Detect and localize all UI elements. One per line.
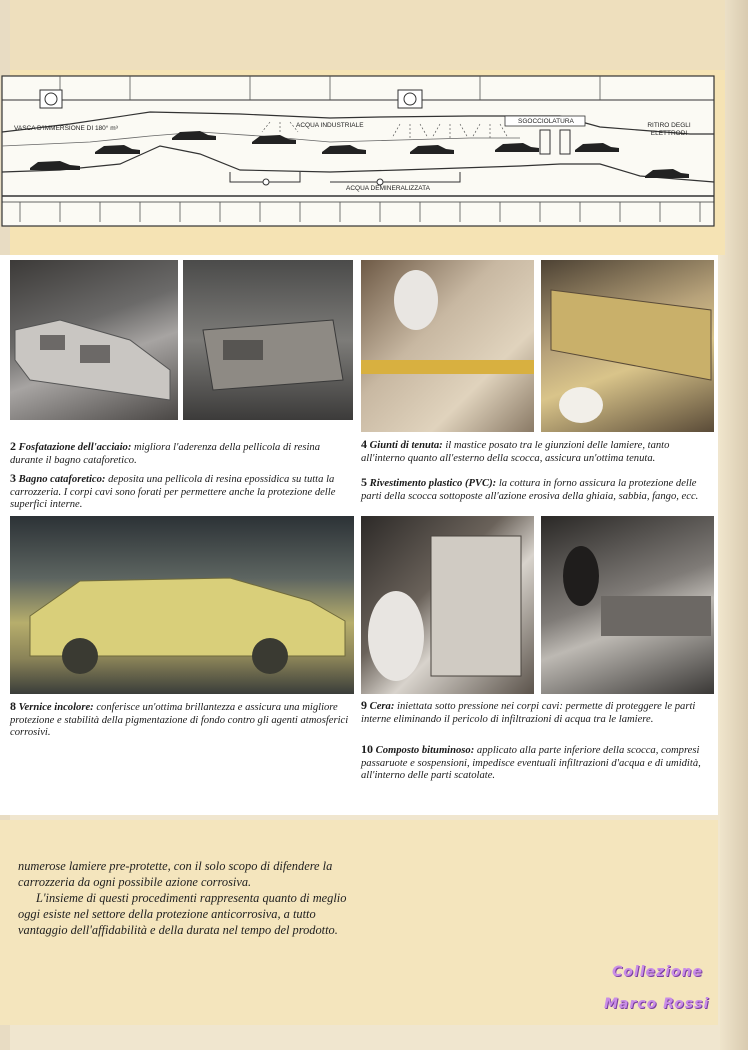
caption-2-text: migliora l'aderenza della pellicola di resina durante il bagno cataforetico. — [10, 442, 320, 466]
watermark-line-2: Marco Rossi — [604, 996, 710, 1012]
caption-10-title: Composto bituminoso: — [375, 745, 475, 756]
caption-8 — [10, 700, 350, 740]
photo-cataphoresis — [183, 260, 353, 420]
photo-sealing-joints — [361, 260, 534, 432]
car-body-icon — [10, 260, 178, 420]
photo-pvc-coating — [541, 260, 714, 432]
cataphoresis-diagram — [0, 72, 716, 232]
caption-2-num: 2 — [10, 439, 16, 453]
worker-icon — [361, 260, 534, 432]
body-paragraph-1: numerose lamiere pre-protette, con il solo scopo di difendere la carrozzeria da ogni possibile azione corrosiva. — [18, 859, 333, 889]
caption-3-num: 3 — [10, 471, 16, 485]
caption-10-num: 10 — [361, 742, 373, 756]
top-band — [10, 0, 725, 70]
caption-8-num: 8 — [10, 699, 16, 713]
body-text — [18, 858, 358, 938]
car-shell-icon — [183, 260, 353, 420]
label-dripping: SGOCCIOLATURA — [518, 118, 574, 125]
caption-4 — [361, 438, 713, 465]
caption-4-text: il mastice posato tra le giunzioni delle lamiere, tanto all'interno quanto all'esterno della scocca, assicura un'ottima tenuta. — [361, 440, 670, 464]
label-electrodes-wrap — [640, 122, 698, 152]
watermark-line-1: Collezione — [612, 964, 704, 980]
caption-5 — [361, 476, 713, 503]
painted-car-icon — [10, 516, 354, 694]
body-paragraph-2: L'insieme di questi procedimenti rappresenta quanto di meglio oggi esiste nel settore della protezione anticorrosiva, a tutto vantaggio dell'affidabilità e della durata nel tempo del prodotto. — [18, 891, 347, 937]
caption-8-title: Vernice incolore: — [18, 702, 94, 713]
caption-3 — [10, 472, 350, 512]
caption-3-text: deposita una pellicola di resina epossidica su tutta la carrozzeria. I corpi cavi sono forati per permettere anche la protezione delle superfici interne. — [10, 474, 336, 511]
underbody-wheel-icon — [541, 516, 714, 694]
caption-9-title: Cera: — [369, 701, 395, 712]
caption-2 — [10, 440, 350, 467]
caption-4-title: Giunti di tenuta: — [369, 440, 443, 451]
wax-worker-icon — [361, 516, 534, 694]
caption-8-text: conferisce un'ottima brillantezza e assicura una migliore protezione e stabilità della pigmentazione di fondo contro gli agenti atmosferici corrosivi. — [10, 702, 349, 739]
caption-3-title: Bagno cataforetico: — [18, 474, 106, 485]
photo-phosphating — [10, 260, 178, 420]
photo-bituminous — [541, 516, 714, 694]
caption-10 — [361, 743, 713, 783]
label-tank: VASCA D'IMMERSIONE DI 180° m³ — [14, 125, 118, 132]
caption-9 — [361, 699, 713, 726]
caption-10-text: applicato alla parte inferiore della scocca, compresi passaruote e sospensioni, impedisce eventuali infiltrazioni d'acqua e di umidità, all'interno delle parti scatolate. — [361, 745, 701, 782]
label-electrodes: RITIRO DEGLI ELETTRODI — [647, 122, 691, 137]
caption-5-title: Rivestimento plastico (PVC): — [369, 478, 497, 489]
caption-9-num: 9 — [361, 698, 367, 712]
photo-clear-varnish — [10, 516, 354, 694]
caption-4-num: 4 — [361, 437, 367, 451]
caption-9-text: iniettata sotto pressione nei corpi cavi: permette di proteggere le parti interne eliminando il pericolo di infiltrazioni di acqua tra le lamiere. — [361, 701, 696, 725]
caption-2-title: Fosfatazione dell'acciaio: — [18, 442, 132, 453]
caption-5-text: la cottura in forno assicura la protezione delle parti della scocca sottoposte all'azione erosiva della ghiaia, sabbia, fango, ecc. — [361, 478, 699, 502]
caption-5-num: 5 — [361, 475, 367, 489]
label-industrial-water: ACQUA INDUSTRIALE — [296, 122, 364, 129]
label-demineralized-water: ACQUA DEMINERALIZZATA — [346, 185, 430, 192]
photo-wax — [361, 516, 534, 694]
underbody-icon — [541, 260, 714, 432]
